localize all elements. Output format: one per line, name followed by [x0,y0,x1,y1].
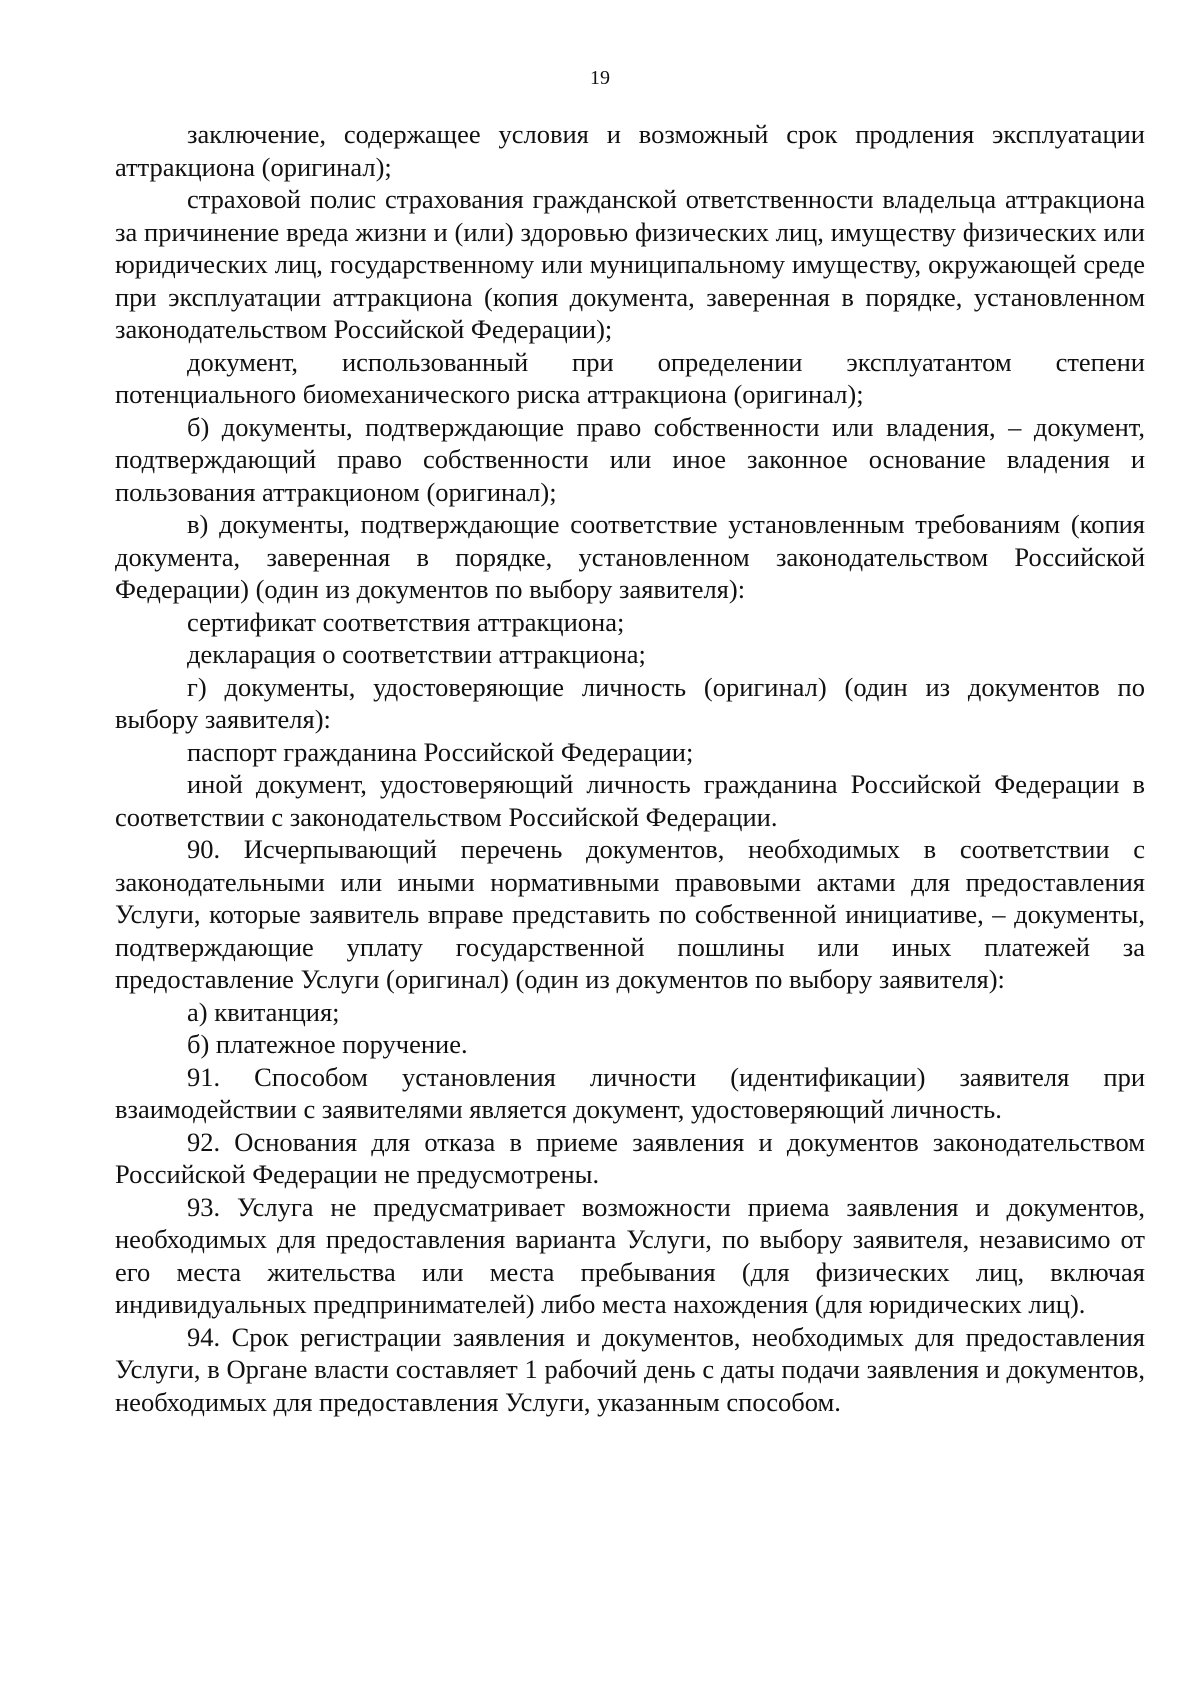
paragraph: паспорт гражданина Российской Федерации; [187,736,694,767]
paragraph: г) документы, удостоверяющие личность (оригинал) (один из документов по выбору заявителя): [115,671,1145,734]
paragraph: документ, использованный при определении эксплуатантом степени потенциального биомеханического риска аттракциона (оригинал); [115,346,1145,409]
paragraph: 94. Срок регистрации заявления и документов, необходимых для предоставления Услуги, в Органе власти составляет 1 рабочий день с даты подачи заявления и документов, необходимых для предоставления Услуги, указанным способом. [115,1321,1145,1417]
paragraph: 90. Исчерпывающий перечень документов, необходимых в соответствии с законодательными или иными нормативными правовыми актами для предоставления Услуги, которые заявитель вправе представить по собственной инициативе, – документы, подтверждающие уплату государственной пошлины или иных платежей за предоставление Услуги (оригинал) (один из документов по выбору заявителя): [115,834,1145,994]
paragraph: иной документ, удостоверяющий личность гражданина Российской Федерации в соответствии с законодательством Российской Федерации. [115,769,1145,832]
paragraph: 91. Способом установления личности (идентификации) заявителя при взаимодействии с заявителями является документ, удостоверяющий личность. [115,1061,1145,1124]
paragraph: б) платежное поручение. [187,1029,468,1059]
paragraph: в) документы, подтверждающие соответствие установленным требованиям (копия документа, заверенная в порядке, установленном законодательством Российской Федерации) (один из документов по выбору заявителя): [115,509,1145,604]
paragraph: страховой полис страхования гражданской ответственности владельца аттракциона за причинение вреда жизни и (или) здоровью физических лиц, имуществу физических или юридических лиц, государственному или муниципальному имуществу, окружающей среде при эксплуатации аттракциона (копия документа, заверенная в порядке, установленном законодательством Российской Федерации); [115,184,1145,344]
paragraph: декларация о соответствии аттракциона; [187,639,646,669]
paragraph: 92. Основания для отказа в приеме заявления и документов законодательством Российской Федерации не предусмотрены. [115,1126,1145,1189]
page-number: 19 [590,67,610,89]
paragraph: сертификат соответствия аттракциона; [187,606,625,637]
paragraph: б) документы, подтверждающие право собственности или владения, – документ, подтверждающий право собственности или иное законное основание владения и пользования аттракционом (оригинал); [115,411,1145,507]
paragraph: а) квитанция; [187,996,340,1027]
document-body [115,118,1145,1418]
paragraph: заключение, содержащее условия и возможный срок продления эксплуатации аттракциона (оригинал); [115,119,1145,182]
paragraph: 93. Услуга не предусматривает возможности приема заявления и документов, необходимых для предоставления варианта Услуги, по выбору заявителя, независимо от его места жительства или места пребывания (для физических лиц, включая индивидуальных предпринимателей) либо места нахождения (для юридических лиц). [115,1191,1145,1319]
